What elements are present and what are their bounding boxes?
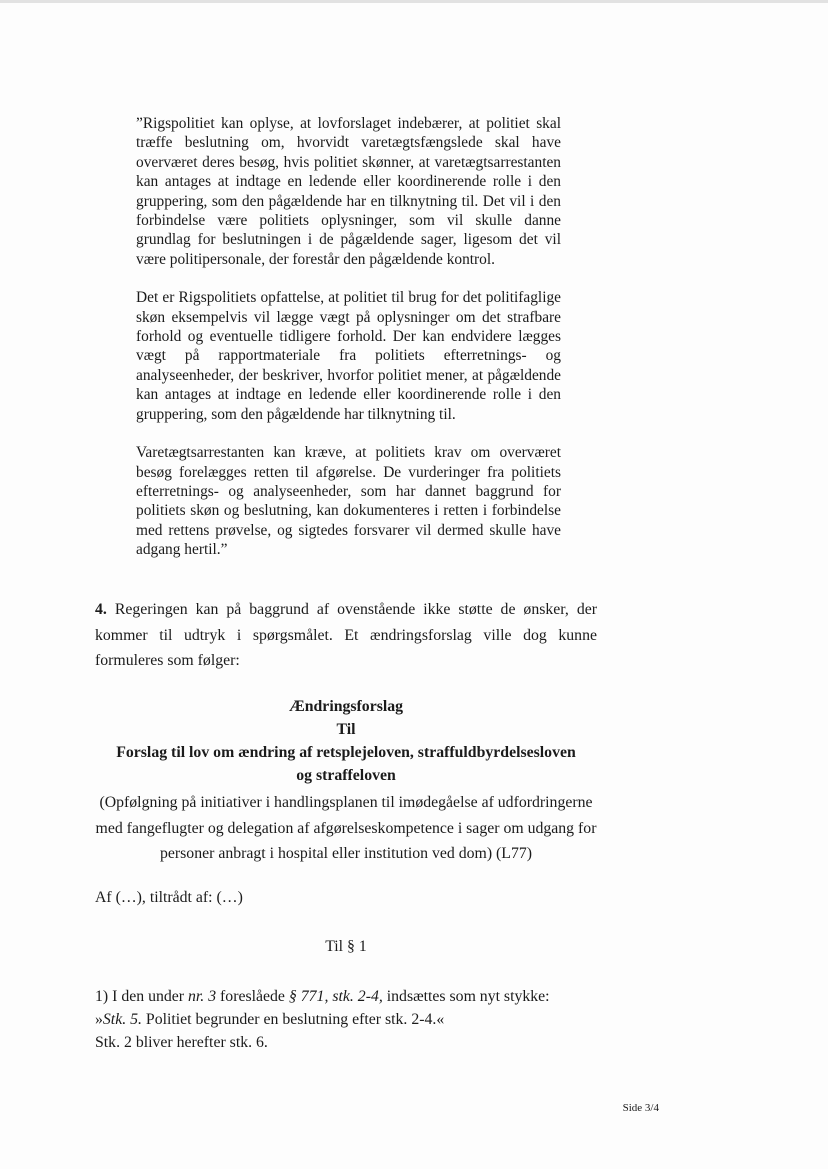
amendment-title-line-2: og straffeloven	[296, 767, 396, 784]
change-ref-paragraph: § 771, stk. 2-4,	[288, 988, 383, 1005]
til-paragraf-heading: Til § 1	[325, 938, 367, 955]
quote-paragraph-2: Det er Rigspolitiets opfattelse, at politiet til brug for det politifaglige skøn eksempelvis vil lægge vægt på oplysninger om det strafbare forhold og eventuelle tidligere forhold. Der kan endvidere lægges vægt på rapportmateriale fra politiets efterretnings- og analyseenheder, der beskriver, hvorfor politiet mener, at pågældende kan antages at indtage en ledende eller koordinerende rolle i den gruppering, som den pågældende har tilknytning til.	[136, 289, 561, 423]
change-line-1-suffix: indsættes som nyt stykke:	[382, 988, 550, 1005]
change-stk-label: Stk. 5.	[102, 1011, 142, 1029]
change-ref-nr: nr. 3	[188, 988, 217, 1005]
amendment-heading: Ændringsforslag	[288, 698, 404, 715]
quote-paragraph-3: Varetægtsarrestanten kan kræve, at politiets krav om overværet besøg forelægges retten til afgørelse. De vurderinger fra politiets efterretnings- og analyseenheder, som har dannet baggrund for politiets skøn og beslutning, kan dokumenteres i retten i forbindelse med rettens prøvelse, og sigtedes forsvarer vil dermed skulle have adgang hertil.”	[136, 444, 561, 559]
af-line: Af (…), tiltrådt af: (…)	[95, 889, 243, 906]
amendment-til: Til	[336, 721, 356, 738]
rigspolitiet-quote	[136, 114, 561, 560]
quote-paragraph-1: ”Rigspolitiet kan oplyse, at lovforslaget indebærer, at politiet skal træffe beslutning om, hvorvidt varetægtsfængslede skal have overværet deres besøg, hvis politiet skønner, at varetægtsarrestanten kan antages at indtage en ledende eller koordinerende rolle i den gruppering, som den pågældende har en tilknytning til. Det vil i den forbindelse være politiets oplysninger, som vil skulle danne grundlag for beslutningen i de pågældende sager, ligesom det vil være politipersonale, der forestår den pågældende kontrol.	[136, 115, 561, 268]
change-line-2	[95, 1008, 615, 1031]
page-top-edge	[0, 0, 828, 3]
change-line-1-mid: foreslåede	[216, 988, 289, 1005]
change-line-2-text: Politiet begrunder en beslutning efter stk. 2-4.«	[141, 1011, 445, 1029]
section-4	[95, 597, 597, 674]
section-4-paragraph	[95, 597, 597, 674]
change-text	[95, 985, 615, 1055]
change-line-3: Stk. 2 bliver herefter stk. 6.	[95, 1034, 268, 1052]
change-line-1	[95, 985, 615, 1008]
change-line-2-open-quote: »	[95, 1011, 103, 1029]
amendment-title-line-1: Forslag til lov om ændring af retsplejeloven, straffuldbyrdelsesloven	[116, 744, 576, 761]
amendment-heading-block	[95, 695, 597, 867]
section-4-text: Regeringen kan på baggrund af ovenstående ikke støtte de ønsker, der kommer til udtryk i spørgsmålet. Et ændringsforslag ville dog kunne formuleres som følger:	[95, 601, 598, 670]
section-number: 4.	[95, 601, 107, 618]
amendment-subtitle: (Opfølgning på initiativer i handlingsplanen til imødegåelse af udfordringerne med fangeflugter og delegation af afgørelseskompetence i sager om udgang for personer anbragt i hospital eller institution ved dom) (L77)	[95, 794, 597, 863]
page-number: Side 3/4	[622, 1102, 659, 1114]
change-line-1-prefix: 1) I den under	[95, 988, 188, 1005]
